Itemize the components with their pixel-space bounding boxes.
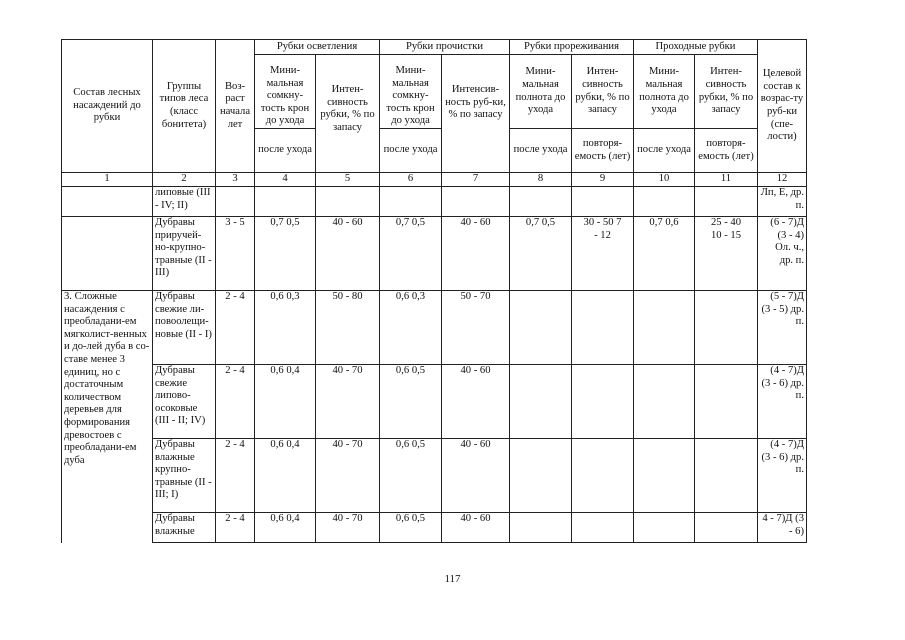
row-cell: [510, 365, 572, 439]
row-cell: [255, 187, 316, 217]
row-cell: 0,7 0,5: [510, 217, 572, 291]
row-cell: 40 - 60: [442, 365, 510, 439]
column-numbers-row: [62, 173, 807, 187]
row-cell: 0,7 0,5: [255, 217, 316, 291]
row-cell: 30 - 50 7 - 12: [572, 217, 634, 291]
row-cell: [572, 365, 634, 439]
header-intensity-3: Интен-сивность рубки, % по запасу: [572, 55, 634, 129]
row-cell: [695, 513, 758, 543]
row-age-cell: 3 - 5: [216, 217, 255, 291]
header-min-fullness-2: Мини-мальная полнота до ухода: [634, 55, 695, 129]
row-cell: [634, 439, 695, 513]
row-target-cell: (6 - 7)Д (3 - 4) Ол. ч., др. п.: [758, 217, 807, 291]
col-number: 8: [510, 173, 572, 187]
table-row: [62, 365, 807, 439]
col-number: 6: [380, 173, 442, 187]
header-repeat-2: повторя-емость (лет): [695, 129, 758, 173]
row-cell: [572, 513, 634, 543]
header-after-care-1: после ухода: [255, 129, 316, 173]
table-row: [62, 439, 807, 513]
header-min-density-1: Мини-мальная сомкну-тость крон до ухода: [255, 55, 316, 129]
row-age-cell: 2 - 4: [216, 439, 255, 513]
col-number: 11: [695, 173, 758, 187]
col-number: 10: [634, 173, 695, 187]
row-cell: [695, 291, 758, 365]
group-3-label: 3. Сложные насаждения с преобладани-ем мягколист-венных и до-лей дуба в со-ставе менее 3 единиц, но с достаточным количеством деревьев для формирования древостоев с преобладани-ем дуба: [62, 291, 153, 543]
row-cell: [634, 513, 695, 543]
row-cell: 40 - 70: [316, 513, 380, 543]
row-target-cell: (4 - 7)Д (3 - 6) др. п.: [758, 365, 807, 439]
row-group-cell: [62, 187, 153, 217]
header-group-prorezhivaniya: Рубки прореживания: [510, 40, 634, 55]
col-number: 2: [153, 173, 216, 187]
row-cell: 40 - 60: [442, 513, 510, 543]
row-cell: 50 - 80: [316, 291, 380, 365]
row-type-cell: Дубравы влажные: [153, 513, 216, 543]
row-cell: [510, 513, 572, 543]
row-age-cell: [216, 187, 255, 217]
header-min-density-2: Мини-мальная сомкну-тость крон до ухода: [380, 55, 442, 129]
col-number: 4: [255, 173, 316, 187]
row-cell: [634, 187, 695, 217]
row-cell: [695, 439, 758, 513]
col-number: 3: [216, 173, 255, 187]
row-type-cell: Дубравы влажные крупно-травные (II - III; I): [153, 439, 216, 513]
header-intensity-2: Интенсив-ность руб-ки, % по запасу: [442, 55, 510, 173]
col-number: 7: [442, 173, 510, 187]
row-age-cell: 2 - 4: [216, 513, 255, 543]
table-row: [62, 513, 807, 543]
row-cell: [695, 187, 758, 217]
header-min-fullness-1: Мини-мальная полнота до ухода: [510, 55, 572, 129]
row-cell: [572, 291, 634, 365]
row-cell: [695, 365, 758, 439]
row-cell: 40 - 60: [442, 217, 510, 291]
row-age-cell: 2 - 4: [216, 365, 255, 439]
row-cell: [316, 187, 380, 217]
header-intensity-4: Интен-сивность рубки, % по запасу: [695, 55, 758, 129]
row-cell: 0,6 0,3: [255, 291, 316, 365]
row-type-cell: липовые (III - IV; II): [153, 187, 216, 217]
row-cell: 0,7 0,6: [634, 217, 695, 291]
header-group-prochistki: Рубки прочистки: [380, 40, 510, 55]
header-after-care-3: после ухода: [510, 129, 572, 173]
table-row: [62, 291, 807, 365]
row-cell: [510, 439, 572, 513]
row-cell: 40 - 70: [316, 365, 380, 439]
page-number: 117: [444, 573, 461, 585]
row-cell: 40 - 60: [442, 439, 510, 513]
row-cell: 0,6 0,4: [255, 365, 316, 439]
row-cell: 0,7 0,5: [380, 217, 442, 291]
header-start-age: Воз-раст начала лет: [216, 40, 255, 173]
row-cell: [380, 187, 442, 217]
row-cell: [634, 291, 695, 365]
row-type-cell: Дубравы свежие ли-повоолещи-новые (II - I): [153, 291, 216, 365]
row-cell: [572, 187, 634, 217]
row-target-cell: 4 - 7)Д (3 - 6): [758, 513, 807, 543]
row-cell: [510, 291, 572, 365]
header-after-care-2: после ухода: [380, 129, 442, 173]
row-cell: [634, 365, 695, 439]
row-age-cell: 2 - 4: [216, 291, 255, 365]
row-cell: 50 - 70: [442, 291, 510, 365]
header-group-osvetleniya: Рубки осветления: [255, 40, 380, 55]
row-cell: 40 - 70: [316, 439, 380, 513]
row-cell: 40 - 60: [316, 217, 380, 291]
col-number: 12: [758, 173, 807, 187]
header-repeat-1: повторя-емость (лет): [572, 129, 634, 173]
row-group-cell: [62, 217, 153, 291]
row-cell: 0,6 0,5: [380, 365, 442, 439]
row-cell: [442, 187, 510, 217]
table-row: [62, 217, 807, 291]
row-target-cell: (5 - 7)Д (3 - 5) др. п.: [758, 291, 807, 365]
header-intensity-1: Интен-сивность рубки, % по запасу: [316, 55, 380, 173]
header-target-composition: Целевой состав к возрас-ту руб-ки (спе-лости): [758, 40, 807, 173]
header-after-care-4: после ухода: [634, 129, 695, 173]
header-group-prokhodnye: Проходные рубки: [634, 40, 758, 55]
row-cell: 0,6 0,5: [380, 439, 442, 513]
col-number: 1: [62, 173, 153, 187]
col-number: 9: [572, 173, 634, 187]
silviculture-table: [61, 39, 807, 543]
row-cell: [572, 439, 634, 513]
header-forest-types: Группы типов леса (класс бонитета): [153, 40, 216, 173]
col-number: 5: [316, 173, 380, 187]
row-target-cell: (4 - 7)Д (3 - 6) др. п.: [758, 439, 807, 513]
row-cell: 0,6 0,5: [380, 513, 442, 543]
row-cell: [510, 187, 572, 217]
row-cell: 25 - 40 10 - 15: [695, 217, 758, 291]
row-cell: 0,6 0,4: [255, 513, 316, 543]
row-target-cell: Лп, Е, др. п.: [758, 187, 807, 217]
table-row: [62, 187, 807, 217]
header-composition: Состав лесных насаждений до рубки: [62, 40, 153, 173]
row-cell: 0,6 0,4: [255, 439, 316, 513]
row-cell: 0,6 0,3: [380, 291, 442, 365]
row-type-cell: Дубравы приручей-но-крупно-травные (II - III): [153, 217, 216, 291]
row-type-cell: Дубравы свежие липово-осоковые (III - II; IV): [153, 365, 216, 439]
